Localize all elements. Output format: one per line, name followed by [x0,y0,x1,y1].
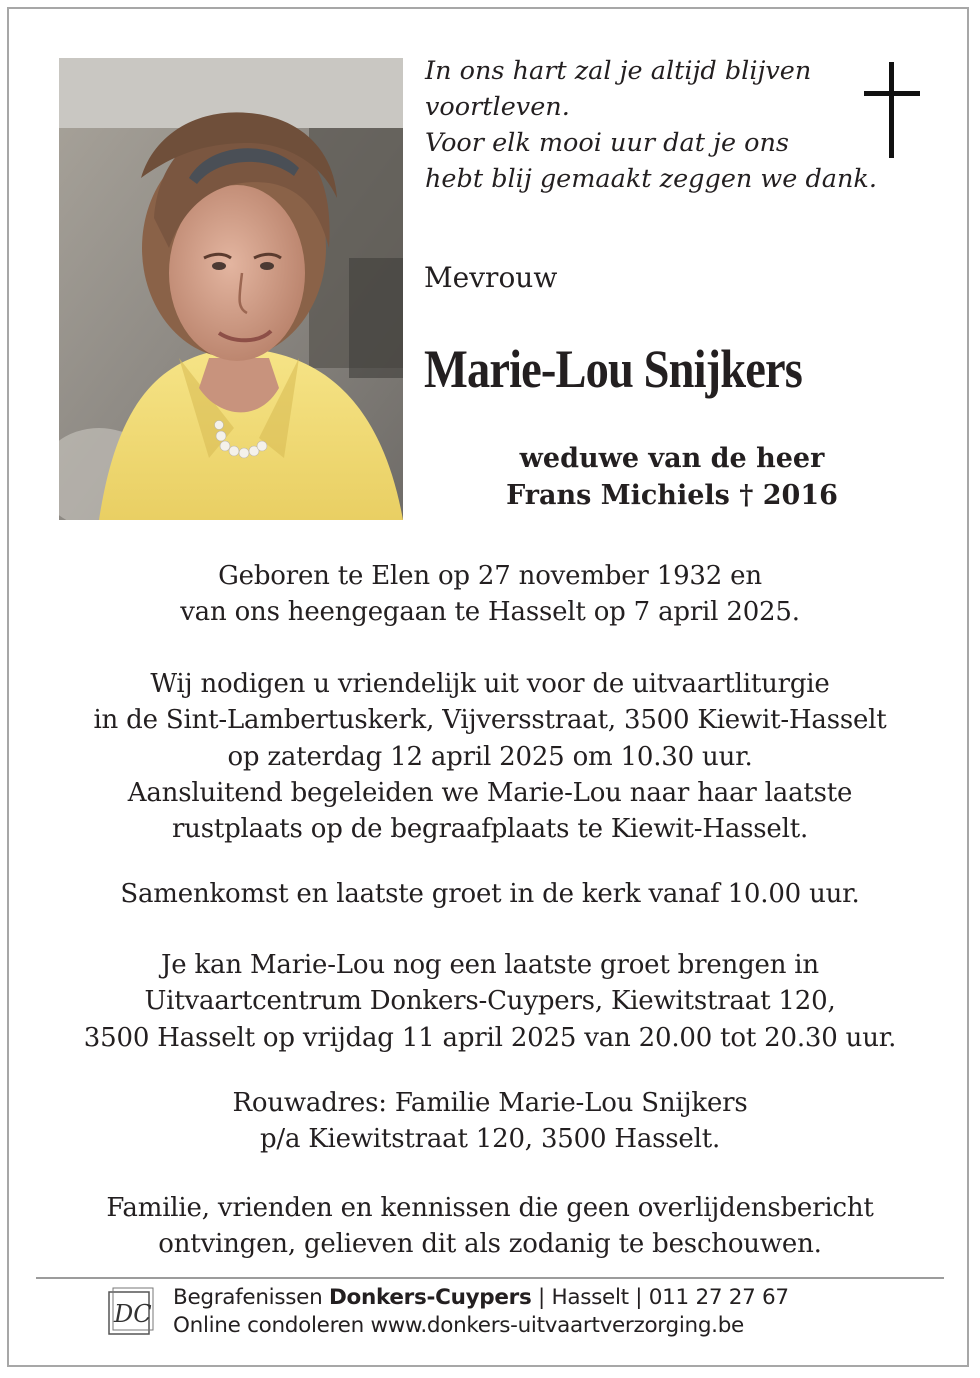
text-line: op zaterdag 12 april 2025 om 10.30 uur. [227,741,753,772]
widow-line: Frans Michiels † 2016 [506,480,838,511]
website-link[interactable]: www.donkers-uitvaartverzorging.be [370,1313,744,1338]
funeral-home-logo [106,1286,156,1338]
text-line: Uitvaartcentrum Donkers-Cuypers, Kiewitstraat 120, [144,986,836,1017]
birth-death-paragraph [20,558,960,631]
poem-line: Voor elk mooi uur dat je ons [425,128,790,158]
company-name: Donkers-Cuypers [328,1285,532,1310]
separator: | [628,1285,649,1310]
cross-icon [864,62,920,158]
footer-city: Hasselt [551,1285,629,1310]
address-paragraph [20,1085,960,1158]
text-line: Samenkomst en laatste groet in de kerk vanaf 10.00 uur. [120,879,860,909]
text-line: Geboren te Elen op 27 november 1932 en [218,561,762,591]
portrait-photo [59,58,403,520]
text-line: 3500 Hasselt op vrijdag 11 april 2025 van 20.00 tot 20.30 uur. [83,1022,897,1053]
portrait-illustration [59,58,403,520]
widow-of [424,440,920,514]
salutation: Mevrouw [424,261,558,294]
poem-line: hebt blij gemaakt zeggen we dank. [425,164,877,194]
memorial-poem [425,53,877,197]
text-line: in de Sint-Lambertuskerk, Vijversstraat, 3500 Kiewit-Hasselt [93,705,887,736]
gathering-paragraph [20,876,960,912]
text-line: Rouwadres: Familie Marie-Lou Snijkers [232,1088,748,1118]
poem-line: voortleven. [425,92,570,122]
text-line: rustplaats op de begraafplaats te Kiewit-Hasselt. [171,814,809,845]
phone-number[interactable]: 011 27 27 67 [648,1285,789,1310]
text-line: Je kan Marie-Lou nog een laatste groet brengen in [161,950,819,980]
footer-divider [36,1277,944,1279]
poem-line: In ons hart zal je altijd blijven [425,56,812,86]
invitation-paragraph [20,666,960,847]
text-line: Wij nodigen u vriendelijk uit voor de uitvaartliturgie [150,669,830,699]
footer-line-company [173,1284,789,1312]
closing-paragraph [20,1190,960,1263]
footer-prefix: Begrafenissen [173,1285,329,1310]
farewell-paragraph [20,947,960,1056]
text-line: Familie, vrienden en kennissen die geen overlijdensbericht [106,1193,874,1223]
footer-line-online [173,1312,789,1340]
widow-line: weduwe van de heer [519,443,825,474]
text-line: van ons heengegaan te Hasselt op 7 april 2025. [180,597,800,628]
logo-monogram: DC [114,1300,152,1328]
separator: | [531,1285,552,1310]
text-line: ontvingen, gelieven dit als zodanig te beschouwen. [158,1229,822,1260]
online-label: Online condoleren [173,1313,371,1338]
footer [173,1284,789,1340]
text-line: Aansluitend begeleiden we Marie-Lou naar haar laatste [127,777,853,808]
deceased-name: Marie-Lou Snijkers [424,339,802,399]
text-line: p/a Kiewitstraat 120, 3500 Hasselt. [259,1124,721,1155]
